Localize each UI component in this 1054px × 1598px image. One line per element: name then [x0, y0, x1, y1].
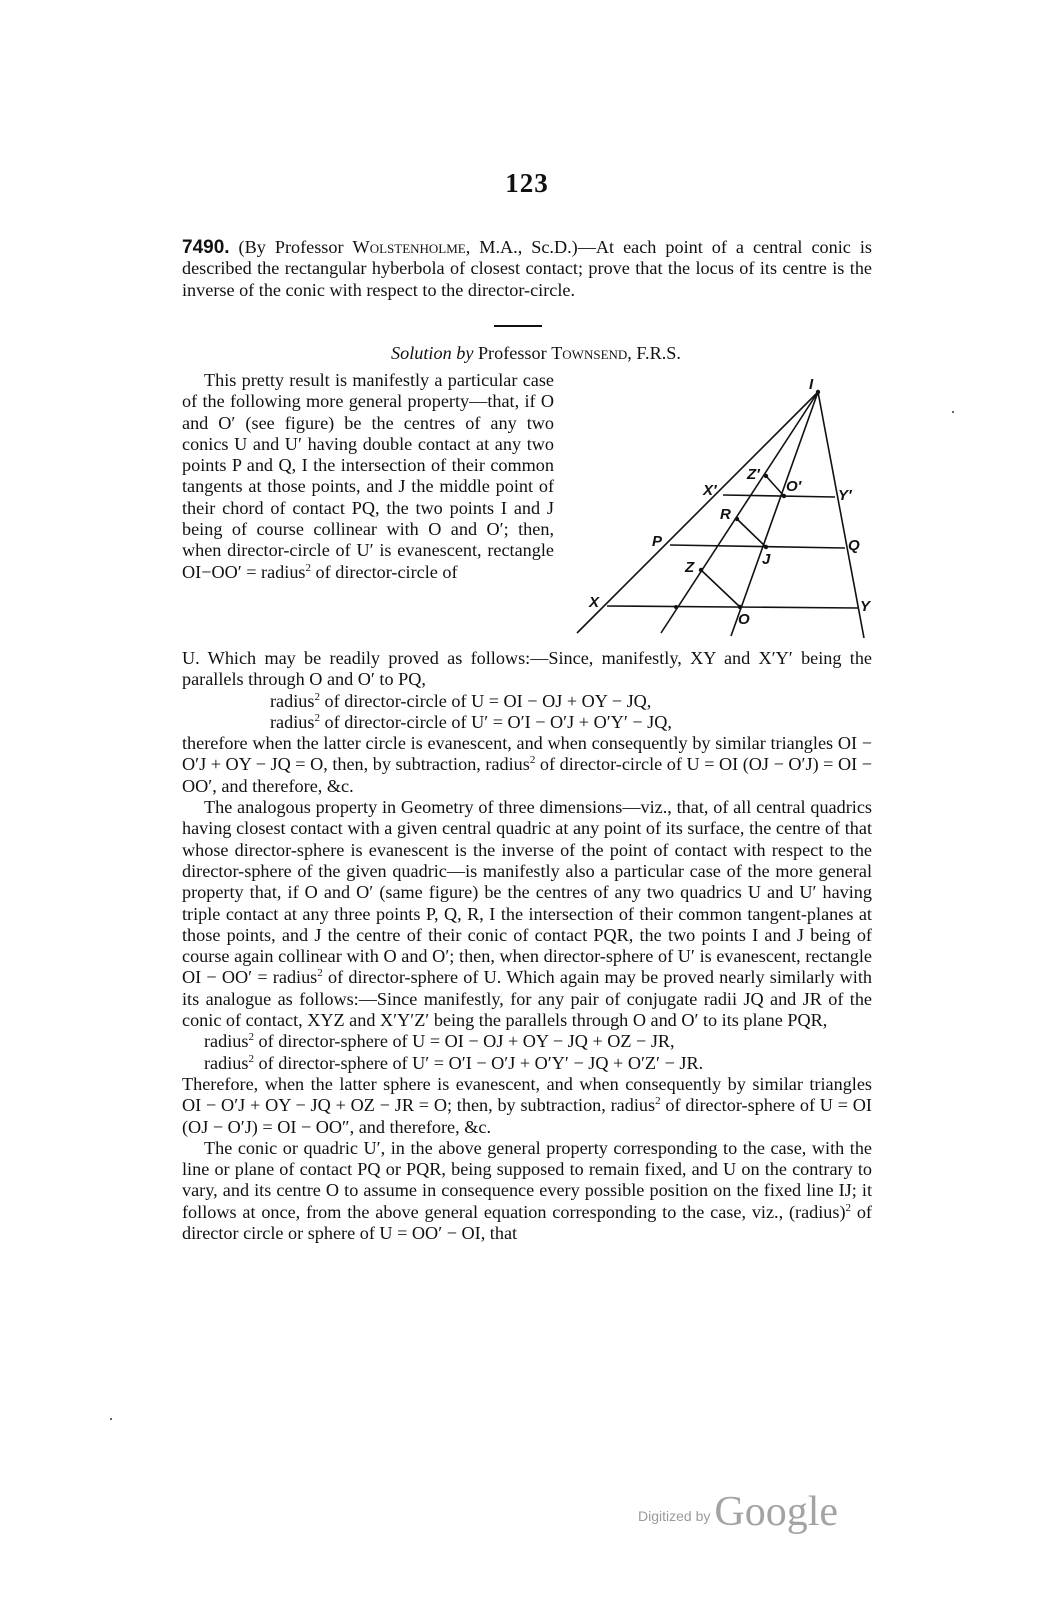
conic-text: The conic or quadric U′, in the above general property corresponding to the case, with the line or plane of contact PQ or PQR, being supposed to remain fixed, and U on the contrary to vary, and its centre O to assume in consequence every possible position on the fixed line IJ; it follows at once, from the above general equation corresponding to the case, viz., (radius)	[182, 1137, 872, 1222]
paragraph-conic	[182, 1138, 872, 1244]
paragraph-analogous	[182, 797, 872, 1031]
problem-credentials: , M.A., Sc.D.)	[465, 237, 578, 257]
eq3-rest: of director-sphere of U = OI − OJ + OY − JQ + OZ − JR,	[253, 1031, 675, 1052]
equation-1	[182, 691, 872, 712]
label-I: I	[809, 378, 814, 393]
analogous-rest: of director-sphere of U. Which again may be proved nearly similarly with its analogue as follows:—Since manifestly, for any pair of conjugate radii JQ and JR of the conic of contact, XYZ and X′Y′Z′ being the parallels through O and O′ to its plane PQR,	[182, 967, 872, 1031]
therefore2-sup: 2	[655, 1095, 661, 1108]
line-P-Q	[670, 545, 845, 548]
label-Z: Z	[685, 559, 695, 576]
line-Z-prime-O-prime	[766, 476, 784, 496]
digitized-by-google-watermark	[638, 1488, 838, 1536]
eq1-sup: 2	[314, 690, 320, 703]
therefore2-text: Therefore, when the latter sphere is evanescent, and when consequently by similar triangles OI − O′J + OY − JQ + OZ − JR = O; then, by subtraction, radius	[182, 1073, 872, 1116]
problem-text: —At each point of a central conic is described the rectangular hyberbola of closest contact; prove that the locus of its centre is the inverse of the conic with respect to the director-circle.	[182, 237, 872, 300]
label-R: R	[720, 506, 731, 523]
label-Y-prime: Y′	[838, 487, 852, 504]
geometry-figure	[575, 378, 895, 643]
section-divider	[494, 325, 542, 327]
analogous-text: The analogous property in Geometry of three dimensions—viz., that, of all central quadrics having closest contact with a given central quadric at any point of its surface, the centre of that whose director-sphere is evanescent is the inverse of the point of contact with respect to the director-sphere of the given quadric—is manifestly also a particular case of the more general property that, if O and O′ (same figure) be the centres of any two quadrics U and U′ having triple contact at any three points P, Q, R, I the intersection of their common tangent-planes at those points, and J the centre of their conic of contact PQR, the two points I and J being of course again collinear with O and O′; then, when director-sphere of U′ is evanescent, rectangle OI − OO′ = radius	[182, 797, 872, 988]
solution-heading	[0, 343, 1054, 364]
equation-2	[182, 712, 872, 733]
conic-end: of director circle or sphere of U = OO′ − OI, that	[182, 1201, 872, 1244]
intro-text: This pretty result is manifestly a particular case of the following more general property—that, if O and O′ (see figure) be the centres of any two conics U and U′ having double contact at any two points P and Q, I the intersection of their common tangents at those points, and J the middle point of their chord of contact PQ, the two points I and J being of course collinear with O and O′; then, when director-circle of U′ is evanescent, rectangle OI−OO′ = radius	[182, 370, 554, 582]
page-number: 123	[505, 168, 549, 198]
therefore1-text: therefore when the latter circle is evanescent, and when consequently by similar triangles OI − O′J + OY − JQ = O, then, by subtraction, radius	[182, 733, 872, 775]
line-I-X	[577, 392, 818, 633]
intro-superscript: 2	[305, 561, 311, 574]
line-I-Y	[818, 392, 864, 638]
solution-intro	[182, 370, 554, 583]
eq4-sup: 2	[248, 1052, 254, 1065]
equation-3	[182, 1031, 872, 1052]
point-R	[735, 517, 739, 521]
eq3-sup: 2	[248, 1031, 254, 1044]
eq1-rest: of director-circle of U = OI − OJ + OY − JQ,	[319, 690, 652, 711]
therefore1-sup: 2	[529, 754, 536, 767]
problem-author: Wolstenholme	[352, 237, 466, 257]
label-X: X	[589, 594, 600, 611]
label-J: J	[762, 551, 771, 568]
label-O: O	[738, 611, 750, 628]
eq4-radius: radius	[204, 1052, 249, 1073]
label-O-prime: O′	[786, 478, 802, 495]
problem-number: 7490.	[182, 237, 230, 258]
watermark-brand: Google	[714, 1489, 839, 1535]
scan-speck	[952, 411, 954, 413]
problem-by-prefix: (By Professor	[238, 237, 353, 257]
line-X-Y	[607, 606, 858, 608]
line-I-Z	[661, 392, 818, 633]
conic-sup: 2	[845, 1201, 852, 1214]
point-X-Y-mid	[674, 605, 678, 609]
point-J	[764, 545, 768, 549]
solution-prefix: Professor	[473, 343, 552, 363]
line-X-prime-Y-prime	[723, 495, 835, 497]
line-Z-O	[701, 570, 740, 607]
solution-body	[182, 648, 872, 1244]
solution-author: Townsend	[551, 343, 628, 363]
paragraph-proof-intro: U. Which may be readily proved as follows:—Since, manifestly, XY and X′Y′ being the parallels through O and O′ to PQ,	[182, 648, 872, 690]
scan-speck	[110, 1418, 112, 1420]
line-R-J	[737, 519, 766, 547]
equation-4	[182, 1053, 872, 1074]
point-I	[816, 390, 820, 394]
eq1-radius: radius	[270, 690, 315, 711]
paragraph-therefore-2	[182, 1074, 872, 1138]
point-Z	[699, 568, 703, 572]
analogous-sup: 2	[317, 967, 323, 980]
label-X-prime: X′	[703, 482, 717, 499]
label-Y: Y	[860, 598, 871, 615]
intro-end: of director-circle of	[311, 561, 458, 582]
watermark-prefix: Digitized by	[638, 1508, 711, 1524]
label-Z-prime: Z′	[747, 466, 760, 483]
label-P: P	[652, 533, 663, 550]
problem-statement	[182, 237, 872, 301]
point-Z-prime	[764, 474, 768, 478]
point-O	[738, 605, 742, 609]
eq2-rest: of director-circle of U′ = O′I − O′J + O′Y′ − JQ,	[319, 711, 672, 732]
therefore2-end: of director-sphere of U = OI (OJ − O′J) = OI − OO″, and therefore, &c.	[182, 1095, 872, 1137]
solution-suffix: , F.R.S.	[627, 343, 681, 363]
line-I-O	[731, 392, 818, 636]
label-Q: Q	[848, 537, 860, 554]
eq2-radius: radius	[270, 711, 315, 732]
therefore1-end: of director-circle of U = OI (OJ − O′J) = OI − OO′, and therefore, &c.	[182, 754, 872, 796]
eq4-rest: of director-sphere of U′ = O′I − O′J + O′Y′ − JQ + O′Z′ − JR.	[253, 1052, 704, 1073]
eq2-sup: 2	[314, 711, 320, 724]
eq3-radius: radius	[204, 1031, 249, 1052]
paragraph-therefore-1	[182, 733, 872, 797]
solution-label: Solution by	[391, 343, 474, 363]
